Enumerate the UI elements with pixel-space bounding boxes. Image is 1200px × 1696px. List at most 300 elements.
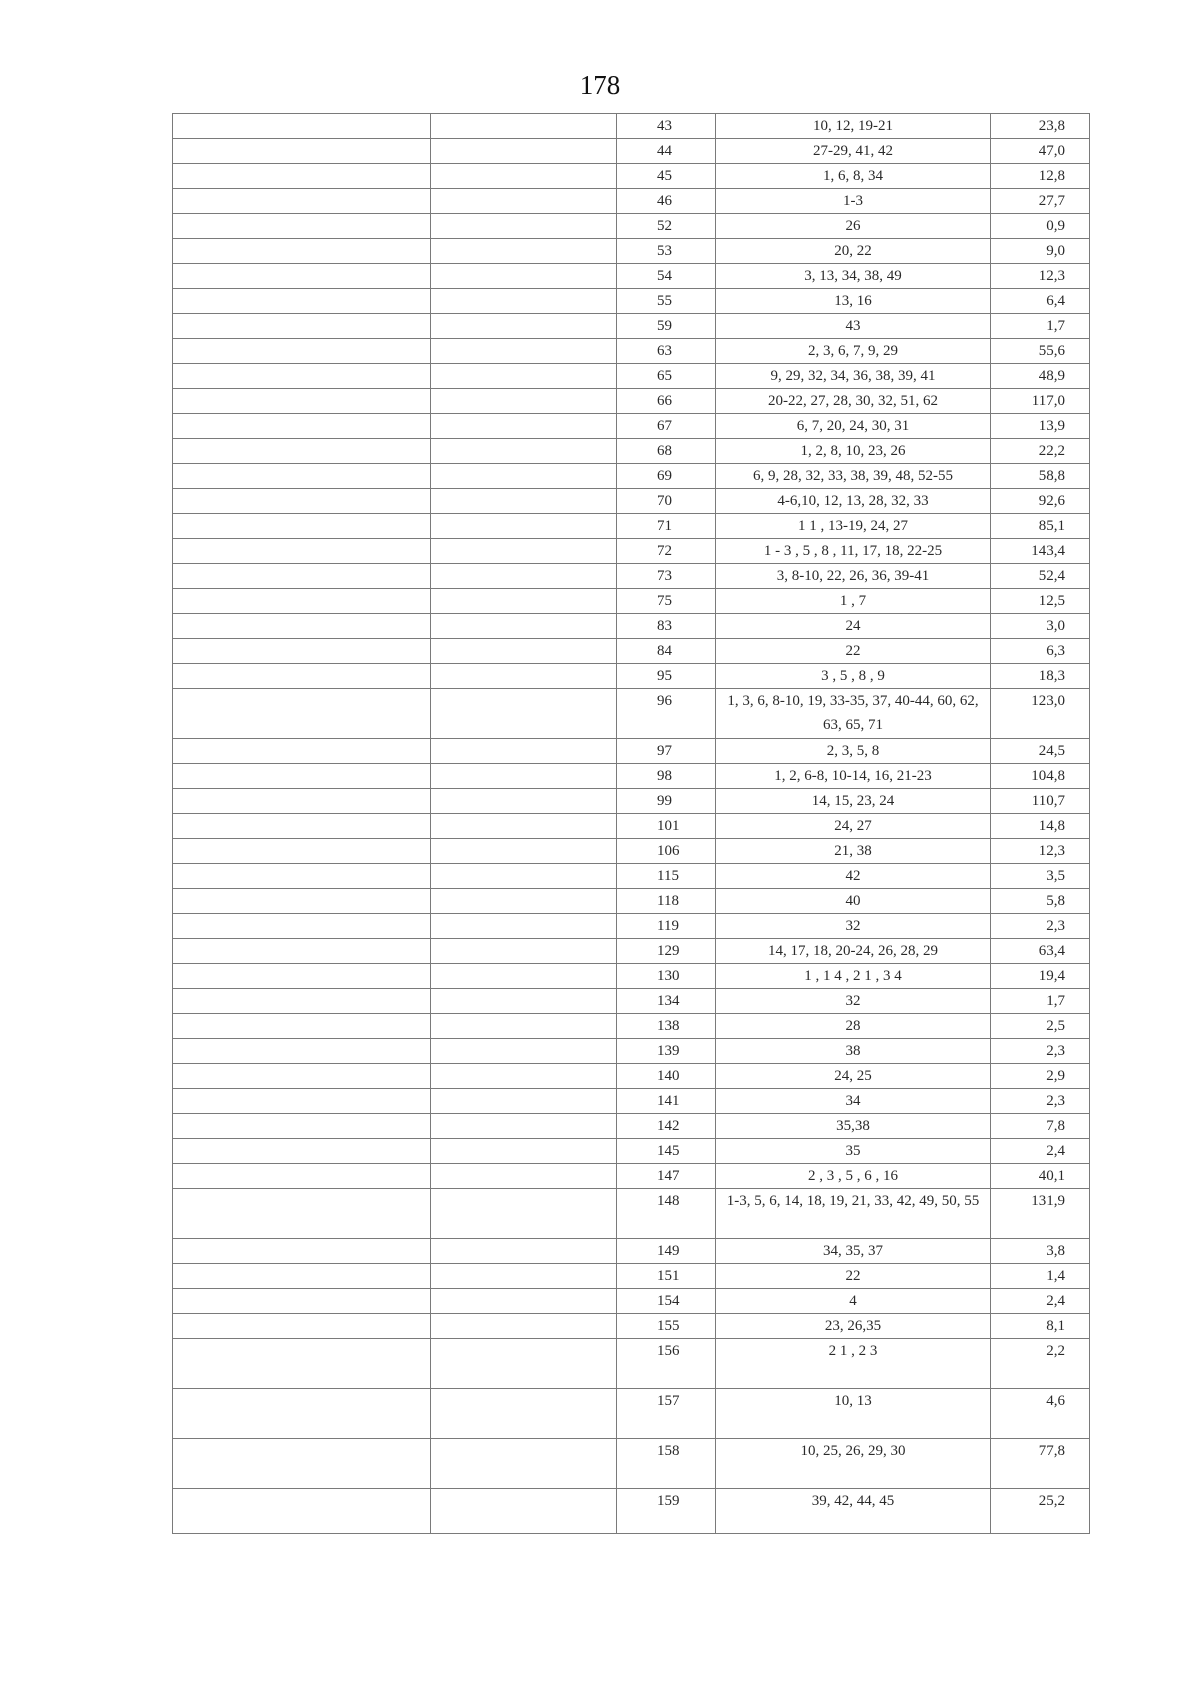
empty-cell-first	[173, 1114, 431, 1139]
plot-numbers-cell: 22	[716, 639, 991, 664]
empty-cell-second	[431, 1439, 617, 1489]
plot-numbers-cell: 23, 26,35	[716, 1314, 991, 1339]
plot-numbers-cell: 3, 13, 34, 38, 49	[716, 264, 991, 289]
plot-numbers-cell: 1-3	[716, 189, 991, 214]
area-value-cell: 27,7	[991, 189, 1090, 214]
empty-cell-second	[431, 614, 617, 639]
table-row	[173, 1489, 1090, 1534]
table-row	[173, 739, 1090, 764]
table-row	[173, 939, 1090, 964]
quarter-number-cell: 158	[617, 1439, 716, 1489]
empty-cell-first	[173, 1239, 431, 1264]
empty-cell-first	[173, 339, 431, 364]
empty-cell-first	[173, 914, 431, 939]
empty-cell-first	[173, 214, 431, 239]
area-value-cell: 63,4	[991, 939, 1090, 964]
area-value-cell: 6,4	[991, 289, 1090, 314]
empty-cell-first	[173, 164, 431, 189]
page-number: 178	[579, 70, 621, 100]
plot-numbers-cell: 2 , 3 , 5 , 6 , 16	[716, 1164, 991, 1189]
empty-cell-second	[431, 789, 617, 814]
empty-cell-second	[431, 164, 617, 189]
table-row	[173, 864, 1090, 889]
table-row	[173, 1314, 1090, 1339]
plot-numbers-cell: 10, 13	[716, 1389, 991, 1439]
plot-numbers-cell: 6, 9, 28, 32, 33, 38, 39, 48, 52-55	[716, 464, 991, 489]
quarter-number-cell: 115	[617, 864, 716, 889]
empty-cell-second	[431, 1089, 617, 1114]
quarter-number-cell: 149	[617, 1239, 716, 1264]
empty-cell-first	[173, 1189, 431, 1239]
empty-cell-second	[431, 264, 617, 289]
area-value-cell: 0,9	[991, 214, 1090, 239]
table-row	[173, 1114, 1090, 1139]
table-row	[173, 1239, 1090, 1264]
empty-cell-first	[173, 564, 431, 589]
quarter-number-cell: 139	[617, 1039, 716, 1064]
plot-numbers-cell: 27-29, 41, 42	[716, 139, 991, 164]
empty-cell-first	[173, 489, 431, 514]
plot-numbers-cell: 38	[716, 1039, 991, 1064]
empty-cell-second	[431, 1014, 617, 1039]
empty-cell-first	[173, 439, 431, 464]
empty-cell-second	[431, 689, 617, 739]
table-row	[173, 1189, 1090, 1239]
empty-cell-first	[173, 189, 431, 214]
quarter-number-cell: 63	[617, 339, 716, 364]
quarter-number-cell: 83	[617, 614, 716, 639]
table-row	[173, 289, 1090, 314]
area-value-cell: 123,0	[991, 689, 1090, 739]
table-row	[173, 1389, 1090, 1439]
table-row	[173, 589, 1090, 614]
table-row	[173, 389, 1090, 414]
quarter-number-cell: 138	[617, 1014, 716, 1039]
empty-cell-second	[431, 414, 617, 439]
quarter-number-cell: 72	[617, 539, 716, 564]
table-row	[173, 964, 1090, 989]
empty-cell-second	[431, 1314, 617, 1339]
empty-cell-second	[431, 1189, 617, 1239]
quarter-number-cell: 134	[617, 989, 716, 1014]
area-value-cell: 7,8	[991, 1114, 1090, 1139]
table-row	[173, 339, 1090, 364]
plot-numbers-cell: 32	[716, 914, 991, 939]
plot-numbers-cell: 42	[716, 864, 991, 889]
area-value-cell: 14,8	[991, 814, 1090, 839]
plot-numbers-cell: 32	[716, 989, 991, 1014]
empty-cell-first	[173, 839, 431, 864]
area-value-cell: 1,7	[991, 989, 1090, 1014]
plot-numbers-cell: 2 1 , 2 3	[716, 1339, 991, 1389]
empty-cell-first	[173, 414, 431, 439]
empty-cell-second	[431, 1239, 617, 1264]
quarter-number-cell: 141	[617, 1089, 716, 1114]
area-value-cell: 92,6	[991, 489, 1090, 514]
empty-cell-first	[173, 814, 431, 839]
plot-numbers-cell: 24, 27	[716, 814, 991, 839]
quarter-number-cell: 97	[617, 739, 716, 764]
area-value-cell: 3,8	[991, 1239, 1090, 1264]
plot-numbers-cell: 34, 35, 37	[716, 1239, 991, 1264]
quarter-number-cell: 70	[617, 489, 716, 514]
table-row	[173, 814, 1090, 839]
empty-cell-second	[431, 364, 617, 389]
table-row	[173, 989, 1090, 1014]
table-row	[173, 689, 1090, 739]
area-value-cell: 48,9	[991, 364, 1090, 389]
area-value-cell: 2,3	[991, 1089, 1090, 1114]
area-value-cell: 131,9	[991, 1189, 1090, 1239]
quarter-number-cell: 95	[617, 664, 716, 689]
quarter-number-cell: 66	[617, 389, 716, 414]
empty-cell-second	[431, 189, 617, 214]
empty-cell-first	[173, 1314, 431, 1339]
empty-cell-first	[173, 1139, 431, 1164]
table-row	[173, 364, 1090, 389]
empty-cell-first	[173, 1164, 431, 1189]
empty-cell-second	[431, 1039, 617, 1064]
empty-cell-second	[431, 1114, 617, 1139]
area-value-cell: 12,3	[991, 839, 1090, 864]
empty-cell-second	[431, 989, 617, 1014]
quarter-number-cell: 59	[617, 314, 716, 339]
area-value-cell: 3,0	[991, 614, 1090, 639]
quarter-number-cell: 154	[617, 1289, 716, 1314]
empty-cell-second	[431, 214, 617, 239]
quarter-number-cell: 148	[617, 1189, 716, 1239]
plot-numbers-cell: 43	[716, 314, 991, 339]
area-value-cell: 58,8	[991, 464, 1090, 489]
area-value-cell: 1,4	[991, 1264, 1090, 1289]
empty-cell-second	[431, 114, 617, 139]
table-row	[173, 489, 1090, 514]
quarter-number-cell: 98	[617, 764, 716, 789]
table-row	[173, 414, 1090, 439]
plot-numbers-cell: 2, 3, 5, 8	[716, 739, 991, 764]
quarter-number-cell: 155	[617, 1314, 716, 1339]
empty-cell-second	[431, 489, 617, 514]
area-value-cell: 12,5	[991, 589, 1090, 614]
empty-cell-first	[173, 139, 431, 164]
plot-numbers-cell: 3 , 5 , 8 , 9	[716, 664, 991, 689]
empty-cell-second	[431, 1064, 617, 1089]
area-value-cell: 1,7	[991, 314, 1090, 339]
table-row	[173, 114, 1090, 139]
empty-cell-first	[173, 364, 431, 389]
register-table-body	[173, 114, 1090, 1534]
plot-numbers-cell: 24	[716, 614, 991, 639]
plot-numbers-cell: 39, 42, 44, 45	[716, 1489, 991, 1534]
area-value-cell: 6,3	[991, 639, 1090, 664]
plot-numbers-cell: 1 1 , 13-19, 24, 27	[716, 514, 991, 539]
empty-cell-first	[173, 789, 431, 814]
empty-cell-second	[431, 1289, 617, 1314]
empty-cell-first	[173, 264, 431, 289]
table-row	[173, 239, 1090, 264]
area-value-cell: 2,5	[991, 1014, 1090, 1039]
area-value-cell: 5,8	[991, 889, 1090, 914]
table-row	[173, 464, 1090, 489]
empty-cell-second	[431, 914, 617, 939]
quarter-number-cell: 118	[617, 889, 716, 914]
plot-numbers-cell: 10, 25, 26, 29, 30	[716, 1439, 991, 1489]
empty-cell-first	[173, 1389, 431, 1439]
area-value-cell: 23,8	[991, 114, 1090, 139]
table-row	[173, 764, 1090, 789]
plot-numbers-cell: 1, 2, 6-8, 10-14, 16, 21-23	[716, 764, 991, 789]
quarter-number-cell: 65	[617, 364, 716, 389]
empty-cell-second	[431, 339, 617, 364]
table-row	[173, 889, 1090, 914]
quarter-number-cell: 45	[617, 164, 716, 189]
plot-numbers-cell: 22	[716, 1264, 991, 1289]
table-row	[173, 1164, 1090, 1189]
plot-numbers-cell: 40	[716, 889, 991, 914]
quarter-number-cell: 140	[617, 1064, 716, 1089]
quarter-number-cell: 68	[617, 439, 716, 464]
empty-cell-second	[431, 1339, 617, 1389]
plot-numbers-cell: 14, 17, 18, 20-24, 26, 28, 29	[716, 939, 991, 964]
empty-cell-second	[431, 514, 617, 539]
plot-numbers-cell: 2, 3, 6, 7, 9, 29	[716, 339, 991, 364]
table-row	[173, 164, 1090, 189]
quarter-number-cell: 96	[617, 689, 716, 739]
quarter-number-cell: 145	[617, 1139, 716, 1164]
table-row	[173, 1014, 1090, 1039]
quarter-number-cell: 130	[617, 964, 716, 989]
table-row	[173, 564, 1090, 589]
plot-numbers-cell: 1, 2, 8, 10, 23, 26	[716, 439, 991, 464]
area-value-cell: 2,3	[991, 914, 1090, 939]
table-row	[173, 189, 1090, 214]
table-row	[173, 614, 1090, 639]
quarter-number-cell: 73	[617, 564, 716, 589]
empty-cell-first	[173, 1014, 431, 1039]
area-value-cell: 117,0	[991, 389, 1090, 414]
empty-cell-second	[431, 539, 617, 564]
empty-cell-first	[173, 1289, 431, 1314]
plot-numbers-cell: 10, 12, 19-21	[716, 114, 991, 139]
area-value-cell: 2,4	[991, 1289, 1090, 1314]
empty-cell-second	[431, 964, 617, 989]
plot-numbers-cell: 6, 7, 20, 24, 30, 31	[716, 414, 991, 439]
table-row	[173, 514, 1090, 539]
quarter-number-cell: 52	[617, 214, 716, 239]
area-value-cell: 8,1	[991, 1314, 1090, 1339]
empty-cell-first	[173, 514, 431, 539]
empty-cell-second	[431, 239, 617, 264]
empty-cell-second	[431, 864, 617, 889]
area-value-cell: 12,8	[991, 164, 1090, 189]
table-row	[173, 839, 1090, 864]
table-row	[173, 1289, 1090, 1314]
area-value-cell: 143,4	[991, 539, 1090, 564]
area-value-cell: 19,4	[991, 964, 1090, 989]
table-row	[173, 314, 1090, 339]
quarter-number-cell: 46	[617, 189, 716, 214]
area-value-cell: 24,5	[991, 739, 1090, 764]
area-value-cell: 9,0	[991, 239, 1090, 264]
empty-cell-second	[431, 889, 617, 914]
empty-cell-first	[173, 1064, 431, 1089]
quarter-number-cell: 129	[617, 939, 716, 964]
area-value-cell: 12,3	[991, 264, 1090, 289]
quarter-number-cell: 156	[617, 1339, 716, 1389]
empty-cell-second	[431, 939, 617, 964]
plot-numbers-cell: 28	[716, 1014, 991, 1039]
plot-numbers-cell: 26	[716, 214, 991, 239]
table-row	[173, 1439, 1090, 1489]
empty-cell-second	[431, 564, 617, 589]
empty-cell-first	[173, 289, 431, 314]
empty-cell-first	[173, 1039, 431, 1064]
quarter-number-cell: 44	[617, 139, 716, 164]
area-value-cell: 52,4	[991, 564, 1090, 589]
empty-cell-first	[173, 764, 431, 789]
table-row	[173, 539, 1090, 564]
quarter-number-cell: 99	[617, 789, 716, 814]
area-value-cell: 2,9	[991, 1064, 1090, 1089]
empty-cell-second	[431, 664, 617, 689]
area-value-cell: 47,0	[991, 139, 1090, 164]
empty-cell-second	[431, 739, 617, 764]
table-row	[173, 1339, 1090, 1389]
empty-cell-second	[431, 389, 617, 414]
empty-cell-second	[431, 639, 617, 664]
quarter-number-cell: 54	[617, 264, 716, 289]
plot-numbers-cell: 4-6,10, 12, 13, 28, 32, 33	[716, 489, 991, 514]
table-row	[173, 639, 1090, 664]
area-value-cell: 2,4	[991, 1139, 1090, 1164]
empty-cell-first	[173, 889, 431, 914]
empty-cell-first	[173, 664, 431, 689]
empty-cell-second	[431, 1264, 617, 1289]
area-value-cell: 40,1	[991, 1164, 1090, 1189]
empty-cell-second	[431, 589, 617, 614]
quarter-number-cell: 71	[617, 514, 716, 539]
empty-cell-second	[431, 139, 617, 164]
plot-numbers-cell: 13, 16	[716, 289, 991, 314]
register-table	[172, 113, 1090, 1534]
quarter-number-cell: 142	[617, 1114, 716, 1139]
quarter-number-cell: 157	[617, 1389, 716, 1439]
plot-numbers-cell: 14, 15, 23, 24	[716, 789, 991, 814]
area-value-cell: 110,7	[991, 789, 1090, 814]
plot-numbers-cell: 9, 29, 32, 34, 36, 38, 39, 41	[716, 364, 991, 389]
plot-numbers-cell: 35,38	[716, 1114, 991, 1139]
plot-numbers-cell: 1 - 3 , 5 , 8 , 11, 17, 18, 22-25	[716, 539, 991, 564]
area-value-cell: 3,5	[991, 864, 1090, 889]
table-row	[173, 214, 1090, 239]
empty-cell-first	[173, 864, 431, 889]
empty-cell-first	[173, 1439, 431, 1489]
empty-cell-second	[431, 464, 617, 489]
area-value-cell: 2,3	[991, 1039, 1090, 1064]
quarter-number-cell: 75	[617, 589, 716, 614]
area-value-cell: 55,6	[991, 339, 1090, 364]
quarter-number-cell: 84	[617, 639, 716, 664]
empty-cell-first	[173, 589, 431, 614]
quarter-number-cell: 67	[617, 414, 716, 439]
table-row	[173, 1089, 1090, 1114]
table-row	[173, 1039, 1090, 1064]
area-value-cell: 22,2	[991, 439, 1090, 464]
quarter-number-cell: 151	[617, 1264, 716, 1289]
table-row	[173, 914, 1090, 939]
empty-cell-first	[173, 1489, 431, 1534]
empty-cell-first	[173, 739, 431, 764]
area-value-cell: 77,8	[991, 1439, 1090, 1489]
plot-numbers-cell: 35	[716, 1139, 991, 1164]
empty-cell-second	[431, 1489, 617, 1534]
table-row	[173, 1064, 1090, 1089]
table-row	[173, 789, 1090, 814]
area-value-cell: 2,2	[991, 1339, 1090, 1389]
empty-cell-second	[431, 439, 617, 464]
empty-cell-first	[173, 1339, 431, 1389]
plot-numbers-cell: 20-22, 27, 28, 30, 32, 51, 62	[716, 389, 991, 414]
empty-cell-first	[173, 1264, 431, 1289]
plot-numbers-cell: 24, 25	[716, 1064, 991, 1089]
empty-cell-first	[173, 689, 431, 739]
empty-cell-first	[173, 239, 431, 264]
empty-cell-first	[173, 464, 431, 489]
table-row	[173, 1264, 1090, 1289]
plot-numbers-cell: 1 , 1 4 , 2 1 , 3 4	[716, 964, 991, 989]
empty-cell-first	[173, 989, 431, 1014]
area-value-cell: 4,6	[991, 1389, 1090, 1439]
plot-numbers-cell: 1 , 7	[716, 589, 991, 614]
area-value-cell: 104,8	[991, 764, 1090, 789]
empty-cell-first	[173, 114, 431, 139]
empty-cell-second	[431, 314, 617, 339]
quarter-number-cell: 119	[617, 914, 716, 939]
area-value-cell: 25,2	[991, 1489, 1090, 1534]
quarter-number-cell: 55	[617, 289, 716, 314]
quarter-number-cell: 53	[617, 239, 716, 264]
empty-cell-first	[173, 614, 431, 639]
table-row	[173, 664, 1090, 689]
quarter-number-cell: 69	[617, 464, 716, 489]
empty-cell-first	[173, 939, 431, 964]
plot-numbers-cell: 3, 8-10, 22, 26, 36, 39-41	[716, 564, 991, 589]
empty-cell-second	[431, 289, 617, 314]
plot-numbers-cell: 21, 38	[716, 839, 991, 864]
area-value-cell: 85,1	[991, 514, 1090, 539]
empty-cell-second	[431, 1139, 617, 1164]
quarter-number-cell: 43	[617, 114, 716, 139]
empty-cell-second	[431, 764, 617, 789]
quarter-number-cell: 159	[617, 1489, 716, 1534]
plot-numbers-cell: 4	[716, 1289, 991, 1314]
table-row	[173, 439, 1090, 464]
empty-cell-first	[173, 314, 431, 339]
quarter-number-cell: 147	[617, 1164, 716, 1189]
empty-cell-first	[173, 639, 431, 664]
plot-numbers-cell: 1-3, 5, 6, 14, 18, 19, 21, 33, 42, 49, 50, 55	[716, 1189, 991, 1239]
quarter-number-cell: 101	[617, 814, 716, 839]
empty-cell-first	[173, 1089, 431, 1114]
empty-cell-second	[431, 1164, 617, 1189]
empty-cell-first	[173, 539, 431, 564]
empty-cell-first	[173, 964, 431, 989]
empty-cell-first	[173, 389, 431, 414]
empty-cell-second	[431, 839, 617, 864]
table-row	[173, 1139, 1090, 1164]
plot-numbers-cell: 34	[716, 1089, 991, 1114]
plot-numbers-cell: 1, 3, 6, 8-10, 19, 33-35, 37, 40-44, 60, 62, 63, 65, 71	[716, 689, 991, 739]
